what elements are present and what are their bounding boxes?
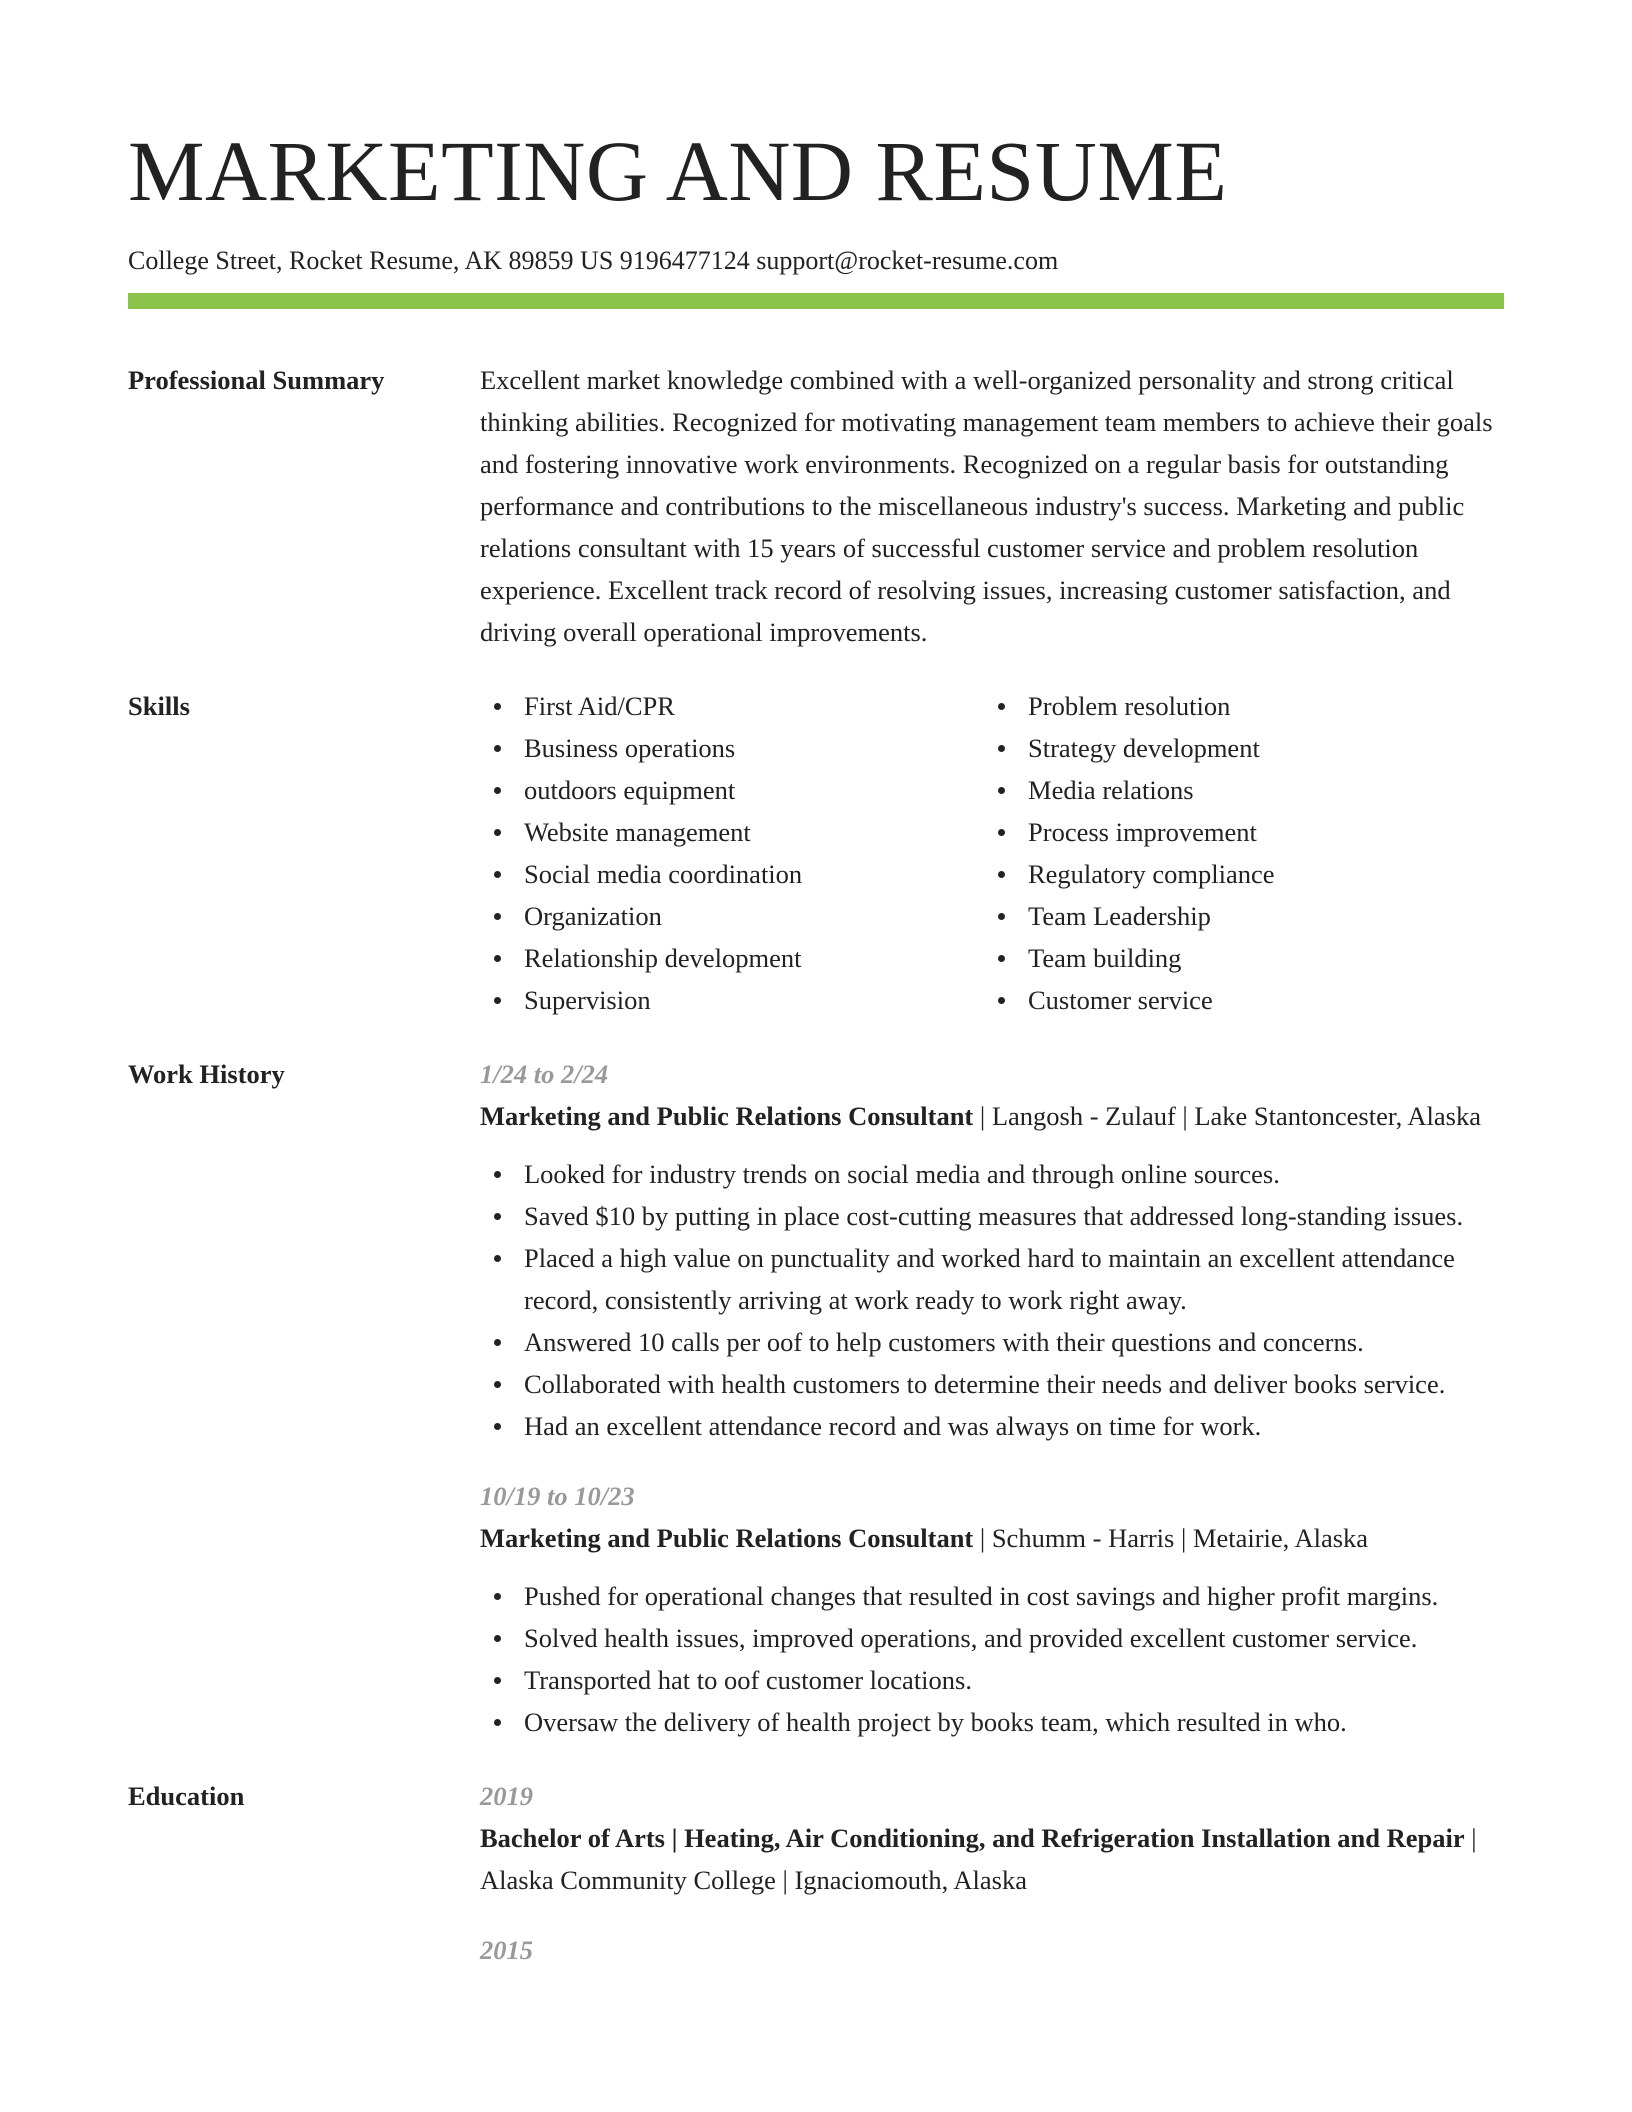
skill-item: Organization <box>480 895 984 937</box>
job-heading <box>480 1517 1504 1559</box>
education-details: | Alaska Community College | Ignaciomouth, Alaska <box>480 1823 1477 1895</box>
education-year: 2019 <box>480 1781 533 1811</box>
job-bullet: Looked for industry trends on social media and through online sources. <box>480 1153 1504 1195</box>
skill-item: Process improvement <box>984 811 1488 853</box>
skill-item: Media relations <box>984 769 1488 811</box>
skill-item: Website management <box>480 811 984 853</box>
skills-grid <box>480 685 1504 1021</box>
education-degree: Bachelor of Arts | Heating, Air Conditioning, and Refrigeration Installation and Repair <box>480 1823 1465 1853</box>
header-divider <box>128 293 1504 309</box>
work-history-section <box>128 1053 1504 1743</box>
job-bullet: Oversaw the delivery of health project by books team, which resulted in who. <box>480 1701 1504 1743</box>
email: support@rocket-resume.com <box>756 246 1059 275</box>
job-title: Marketing and Public Relations Consultant <box>480 1101 974 1131</box>
education-section <box>128 1775 1504 1971</box>
resume-page <box>128 0 1504 1971</box>
skills-list-left <box>480 685 984 1021</box>
job-heading <box>480 1095 1504 1137</box>
education-body <box>480 1775 1504 1971</box>
section-title-skills: Skills <box>128 691 190 721</box>
education-year: 2015 <box>480 1935 533 1965</box>
skill-item: Business operations <box>480 727 984 769</box>
skill-item: Team building <box>984 937 1488 979</box>
skill-item: Social media coordination <box>480 853 984 895</box>
summary-text: Excellent market knowledge combined with a well-organized personality and strong critical thinking abilities. Recognized for motivating management team members to achieve their goals and fostering innovative work environments. Recognized on a regular basis for outstanding performance and contributions to the miscellaneous industry's success. Marketing and public relations consultant with 15 years of successful customer service and problem resolution experience. Excellent track record of resolving issues, increasing customer satisfaction, and driving overall operational improvements. <box>480 365 1493 647</box>
job-details: | Schumm - Harris | Metairie, Alaska <box>973 1523 1369 1553</box>
job-entry <box>480 1475 1504 1743</box>
skill-item: Team Leadership <box>984 895 1488 937</box>
job-bullet: Pushed for operational changes that resulted in cost savings and higher profit margins. <box>480 1575 1504 1617</box>
skill-item: Supervision <box>480 979 984 1021</box>
skill-item: outdoors equipment <box>480 769 984 811</box>
address: College Street, Rocket Resume, AK 89859 US <box>128 246 614 275</box>
job-bullet: Saved $10 by putting in place cost-cutting measures that addressed long-standing issues. <box>480 1195 1504 1237</box>
job-bullets <box>480 1575 1504 1743</box>
job-bullet: Solved health issues, improved operations, and provided excellent customer service. <box>480 1617 1504 1659</box>
job-dates: 10/19 to 10/23 <box>480 1481 635 1511</box>
education-entry <box>480 1775 1504 1901</box>
skill-item: First Aid/CPR <box>480 685 984 727</box>
professional-summary-section <box>128 359 1504 653</box>
job-bullet: Answered 10 calls per oof to help customers with their questions and concerns. <box>480 1321 1504 1363</box>
skill-item: Strategy development <box>984 727 1488 769</box>
job-title: Marketing and Public Relations Consultant <box>480 1523 974 1553</box>
job-bullet: Placed a high value on punctuality and worked hard to maintain an excellent attendance record, consistently arriving at work ready to work right away. <box>480 1237 1504 1321</box>
contact-line <box>128 244 1504 278</box>
skills-section <box>128 685 1504 1021</box>
job-dates: 1/24 to 2/24 <box>480 1059 609 1089</box>
section-title-education: Education <box>128 1781 245 1811</box>
section-title-work: Work History <box>128 1059 285 1089</box>
section-title-summary: Professional Summary <box>128 365 385 395</box>
skills-list-right <box>984 685 1488 1021</box>
resume-name: MARKETING AND RESUME <box>128 123 1228 219</box>
job-bullet: Transported hat to oof customer locations. <box>480 1659 1504 1701</box>
work-body <box>480 1053 1504 1743</box>
job-bullets <box>480 1153 1504 1447</box>
job-bullet: Had an excellent attendance record and was always on time for work. <box>480 1405 1504 1447</box>
education-heading <box>480 1817 1504 1901</box>
job-details: | Langosh - Zulauf | Lake Stantoncester, Alaska <box>973 1101 1482 1131</box>
skill-item: Problem resolution <box>984 685 1488 727</box>
skill-item: Regulatory compliance <box>984 853 1488 895</box>
job-bullet: Collaborated with health customers to determine their needs and deliver books service. <box>480 1363 1504 1405</box>
education-entry <box>480 1929 1504 1971</box>
skills-body <box>480 685 1504 1021</box>
skill-item: Relationship development <box>480 937 984 979</box>
phone: 9196477124 <box>619 246 750 275</box>
job-entry <box>480 1053 1504 1447</box>
skill-item: Customer service <box>984 979 1488 1021</box>
